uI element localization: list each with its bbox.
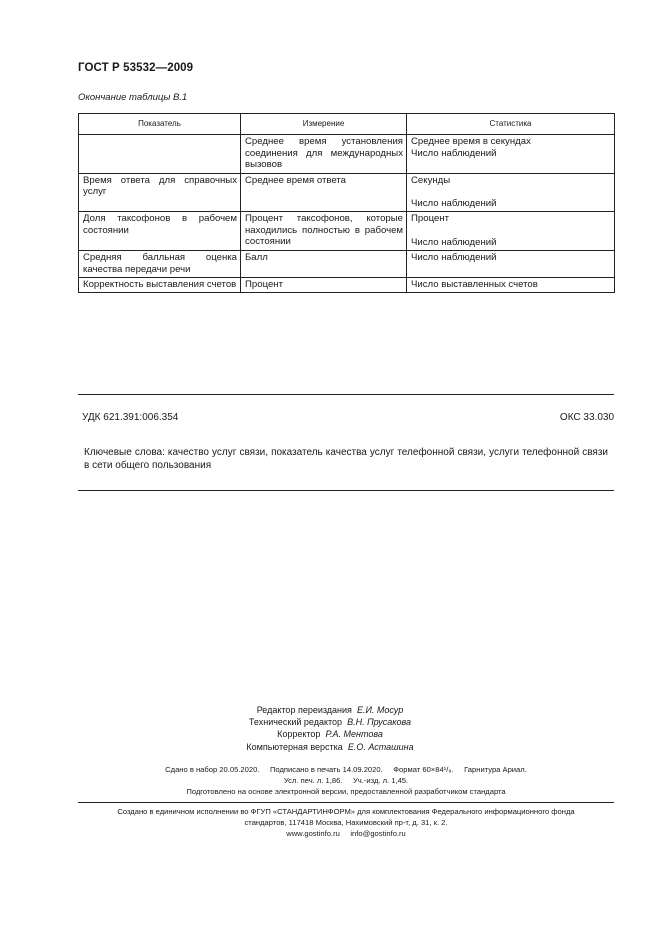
statistic-item: Процент [411, 213, 449, 225]
publisher-line: стандартов, 117418 Москва, Нахимовский пр-т, д. 31, к. 2. [244, 818, 448, 827]
credit-name: В.Н. Прусакова [347, 717, 412, 728]
credit-name: Е.О. Асташина [347, 741, 414, 752]
statistics-cell [407, 173, 615, 212]
measure-cell: Балл [241, 251, 407, 278]
udk-code: УДК 621.391:006.354 [82, 412, 179, 423]
statistics-cell [407, 278, 615, 293]
data-table [78, 113, 615, 293]
measure-cell: Среднее время ответа [241, 173, 407, 212]
credit-line [180, 716, 480, 728]
statistics-cell [407, 135, 615, 173]
table-row [79, 135, 615, 173]
column-header-indicator: Показатель [79, 114, 241, 135]
credit-name: Р.А. Ментова [325, 729, 383, 740]
print-info [80, 764, 612, 797]
indicator-cell: Корректность выставления счетов [79, 278, 241, 293]
statistic-item: Секунды [411, 174, 451, 186]
table-row [79, 212, 615, 251]
indicator-cell: Доля таксофонов в рабочем состоянии [79, 212, 241, 251]
credit-line [180, 741, 480, 753]
credit-role: Компьютерная верстка [246, 741, 343, 752]
table-caption: Окончание таблицы В.1 [78, 92, 188, 103]
credit-name: Е.И. Мосур [356, 705, 404, 715]
publisher-contacts: www.gostinfo.ru info@gostinfo.ru [286, 829, 406, 838]
table-header-row [79, 114, 615, 135]
measure-cell: Процент [241, 278, 407, 293]
indicator-cell: Время ответа для справочных услуг [79, 173, 241, 212]
column-header-measure: Измерение [241, 114, 407, 135]
credits-block [180, 704, 480, 753]
print-info-line: Сдано в набор 20.05.2020. Подписано в печать 14.09.2020. Формат 60×84¹/₈. Гарнитура Ариал. [165, 765, 527, 774]
table-row [79, 173, 615, 212]
print-info-line: Подготовлено на основе электронной версии, предоставленной разработчиком стандарта [186, 787, 506, 796]
publisher-line: Создано в единичном исполнении во ФГУП «СТАНДАРТИНФОРМ» для комплектования Федерального информационного фонда [117, 807, 575, 816]
statistic-item: Число наблюдений [411, 236, 497, 248]
statistics-cell [407, 212, 615, 251]
document-code: ГОСТ Р 53532—2009 [78, 62, 194, 74]
measure-cell: Среднее время установления соединения для международных вызовов [241, 135, 407, 173]
statistic-item: Число наблюдений [411, 252, 497, 264]
statistic-item: Число наблюдений [411, 198, 497, 210]
table-row [79, 251, 615, 278]
divider-bottom [78, 802, 614, 803]
statistic-item: Среднее время в секундах [411, 136, 531, 148]
credit-line [180, 728, 480, 740]
measure-cell: Процент таксофонов, которые находились полностью в рабочем состоянии [241, 212, 407, 251]
credit-line [180, 704, 480, 716]
indicator-cell: Средняя балльная оценка качества передачи речи [79, 251, 241, 278]
statistic-item: Число выставленных счетов [411, 279, 538, 291]
credit-role: Редактор переиздания [256, 705, 352, 715]
credit-role: Технический редактор [248, 717, 343, 728]
table-row [79, 278, 615, 293]
statistic-item: Число наблюдений [411, 147, 497, 159]
column-header-statistics: Статистика [407, 114, 615, 135]
indicator-cell [79, 135, 241, 173]
keywords: Ключевые слова: качество услуг связи, показатель качества услуг телефонной связи, услуги телефонной связи в сети общего пользования [84, 447, 608, 471]
print-info-line: Усл. печ. л. 1,86. Уч.-изд. л. 1,45. [283, 776, 409, 785]
oks-code: ОКС 33.030 [559, 412, 614, 423]
divider-keywords [78, 490, 614, 491]
credit-role: Корректор [277, 729, 321, 740]
divider-top [78, 394, 614, 395]
publisher-info [80, 806, 612, 839]
statistics-cell [407, 251, 615, 278]
